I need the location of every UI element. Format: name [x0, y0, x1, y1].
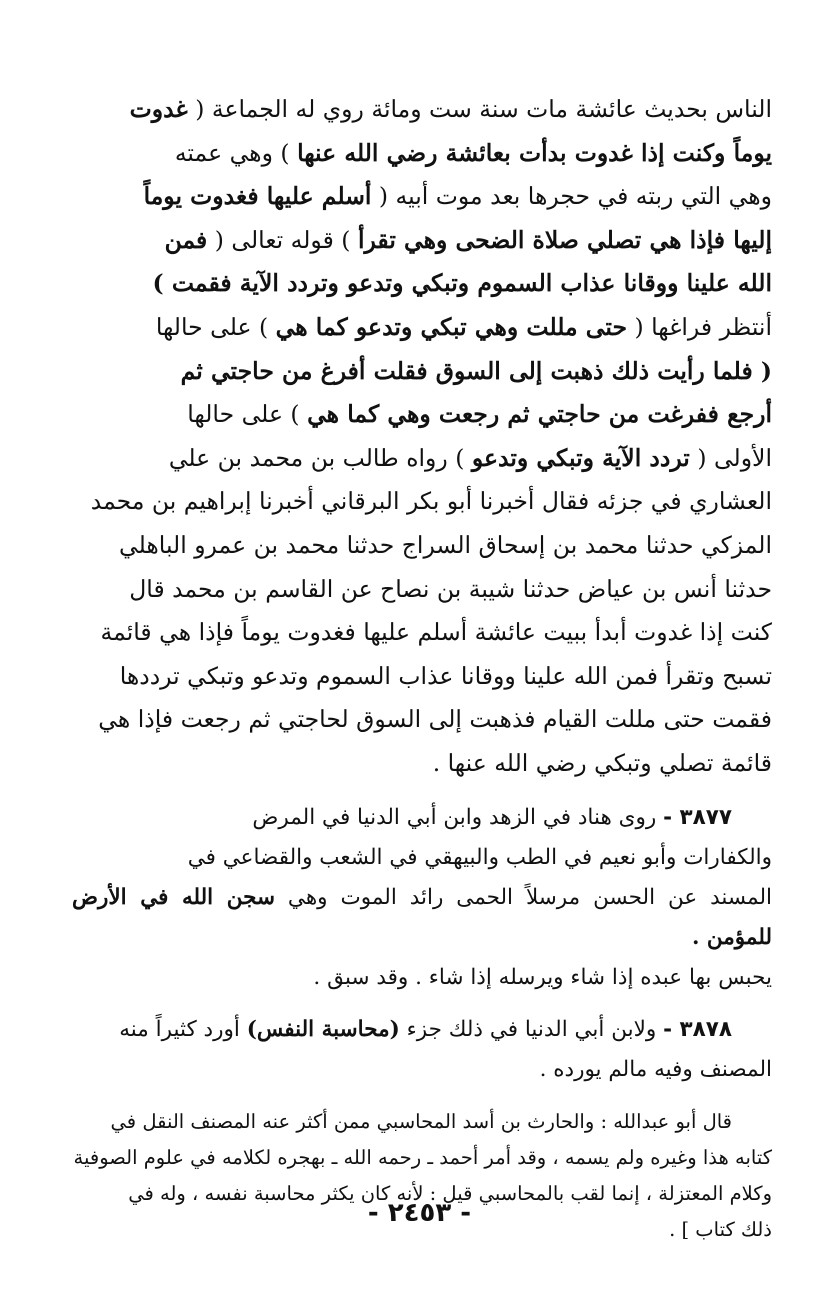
text-span: روى هناد في الزهد وابن أبي الدنيا في المرض [252, 804, 657, 830]
text-line: ذلك كتاب ] . [669, 1217, 772, 1241]
text-line [72, 1010, 772, 1050]
text-line [72, 437, 772, 481]
text-line: المصنف وفيه مالم يورده . [539, 1056, 772, 1082]
bold-text-span: سجن الله في الأرض للمؤمن . [72, 884, 772, 950]
bold-text-span: غدوت [129, 95, 188, 123]
text-line [72, 798, 772, 838]
entry-number: ٣٨٧٧ - [663, 804, 732, 830]
text-span: ) على حالها [155, 312, 269, 341]
text-line: ( فلما رأيت ذلك ذهبت إلى السوق فقلت أفرغ من حاجتي ثم [180, 356, 772, 385]
text-line: حدثنا أنس بن عياض حدثنا شيبة بن نصاح عن القاسم بن محمد قال [129, 574, 772, 603]
text-line [72, 219, 772, 263]
text-line [72, 175, 772, 219]
text-span: الناس بحديث عائشة مات سنة ست ومائة روي له الجماعة ( [195, 95, 772, 123]
text-span: الأولى ( [697, 443, 772, 472]
bold-text-span: (محاسبة النفس) [246, 1016, 400, 1042]
text-line [72, 88, 772, 132]
text-line: كنت إذا غدوت أبدأ ببيت عائشة أسلم عليها فغدوت يوماً فإذا هي قائمة [100, 618, 772, 647]
entry-3877 [72, 798, 772, 998]
text-line: تسبح وتقرأ فمن الله علينا ووقانا عذاب السموم وتدعو وتبكي ترددها [119, 661, 772, 690]
text-line: العشاري في جزئه فقال أخبرنا أبو بكر البرقاني أخبرنا إبراهيم بن محمد [90, 487, 772, 516]
text-span: المسند عن الحسن مرسلاً الحمى رائد الموت وهي [287, 884, 773, 910]
text-line: يحبس بها عبده إذا شاء ويرسله إذا شاء . وقد سبق . [313, 964, 772, 990]
text-span: ولابن أبي الدنيا في ذلك جزء [406, 1016, 657, 1042]
text-line: قائمة تصلي وتبكي رضي الله عنها . [432, 748, 772, 777]
text-span: أورد كثيراً منه [119, 1016, 240, 1042]
text-line: قال أبو عبدالله : والحارث بن أسد المحاسبي ممن أكثر عنه المصنف النقل في [110, 1109, 732, 1133]
bold-text-span: إليها فإذا هي تصلي صلاة الضحى وهي تقرأ [357, 225, 772, 254]
text-line: والكفارات وأبو نعيم في الطب والبيهقي في الشعب والقضاعي في [187, 844, 772, 870]
text-span: ) وهي عمته [174, 138, 290, 167]
page-body [72, 88, 772, 1248]
text-line: الله علينا ووقانا عذاب السموم وتبكي وتدعو وتردد الآية فقمت ) [152, 269, 772, 298]
text-line [72, 393, 772, 437]
bold-text-span: حتى مللت وهي تبكي وتدعو كما هي [275, 312, 627, 341]
bold-text-span: أرجع ففرغت من حاجتي ثم رجعت وهي كما هي [307, 400, 772, 429]
entry-3878 [72, 1010, 772, 1090]
text-span: وهي التي ربته في حجرها بعد موت أبيه ( [378, 182, 772, 211]
entry-number: ٣٨٧٨ - [663, 1016, 732, 1042]
text-span: ) رواه طالب بن محمد بن علي [168, 443, 465, 472]
bold-text-span: تردد الآية وتبكي وتدعو [471, 443, 690, 472]
text-span: أنتظر فراغها ( [634, 312, 772, 341]
bold-text-span: أسلم عليها فغدوت يوماً [143, 182, 372, 211]
bold-text-span: يوماً وكنت إذا غدوت بدأت بعائشة رضي الله عنها [297, 138, 772, 167]
text-line [72, 878, 772, 958]
text-line [72, 306, 772, 350]
page-number: - ٢٤٥٣ - [367, 1198, 472, 1228]
main-hadith-block [72, 88, 772, 786]
text-line [72, 132, 772, 176]
bold-text-span: فمن [164, 225, 208, 254]
text-line: وكلام المعتزلة ، إنما لقب بالمحاسبي قيل : لأنه كان يكثر محاسبة نفسه ، وله في [128, 1181, 772, 1205]
text-line: المزكي حدثنا محمد بن إسحاق السراج حدثنا محمد بن عمرو الباهلي [119, 530, 772, 559]
text-line: كتابه هذا وغيره ولم يسمه ، وقد أمر أحمد ـ رحمه الله ـ بهجره لكلامه في علوم الصوفية [73, 1145, 772, 1169]
text-span: ) قوله تعالى ( [214, 225, 351, 254]
text-span: ) على حالها [187, 400, 300, 429]
text-line: فقمت حتى مللت القيام فذهبت إلى السوق لحاجتي ثم رجعت فإذا هي [98, 705, 772, 734]
